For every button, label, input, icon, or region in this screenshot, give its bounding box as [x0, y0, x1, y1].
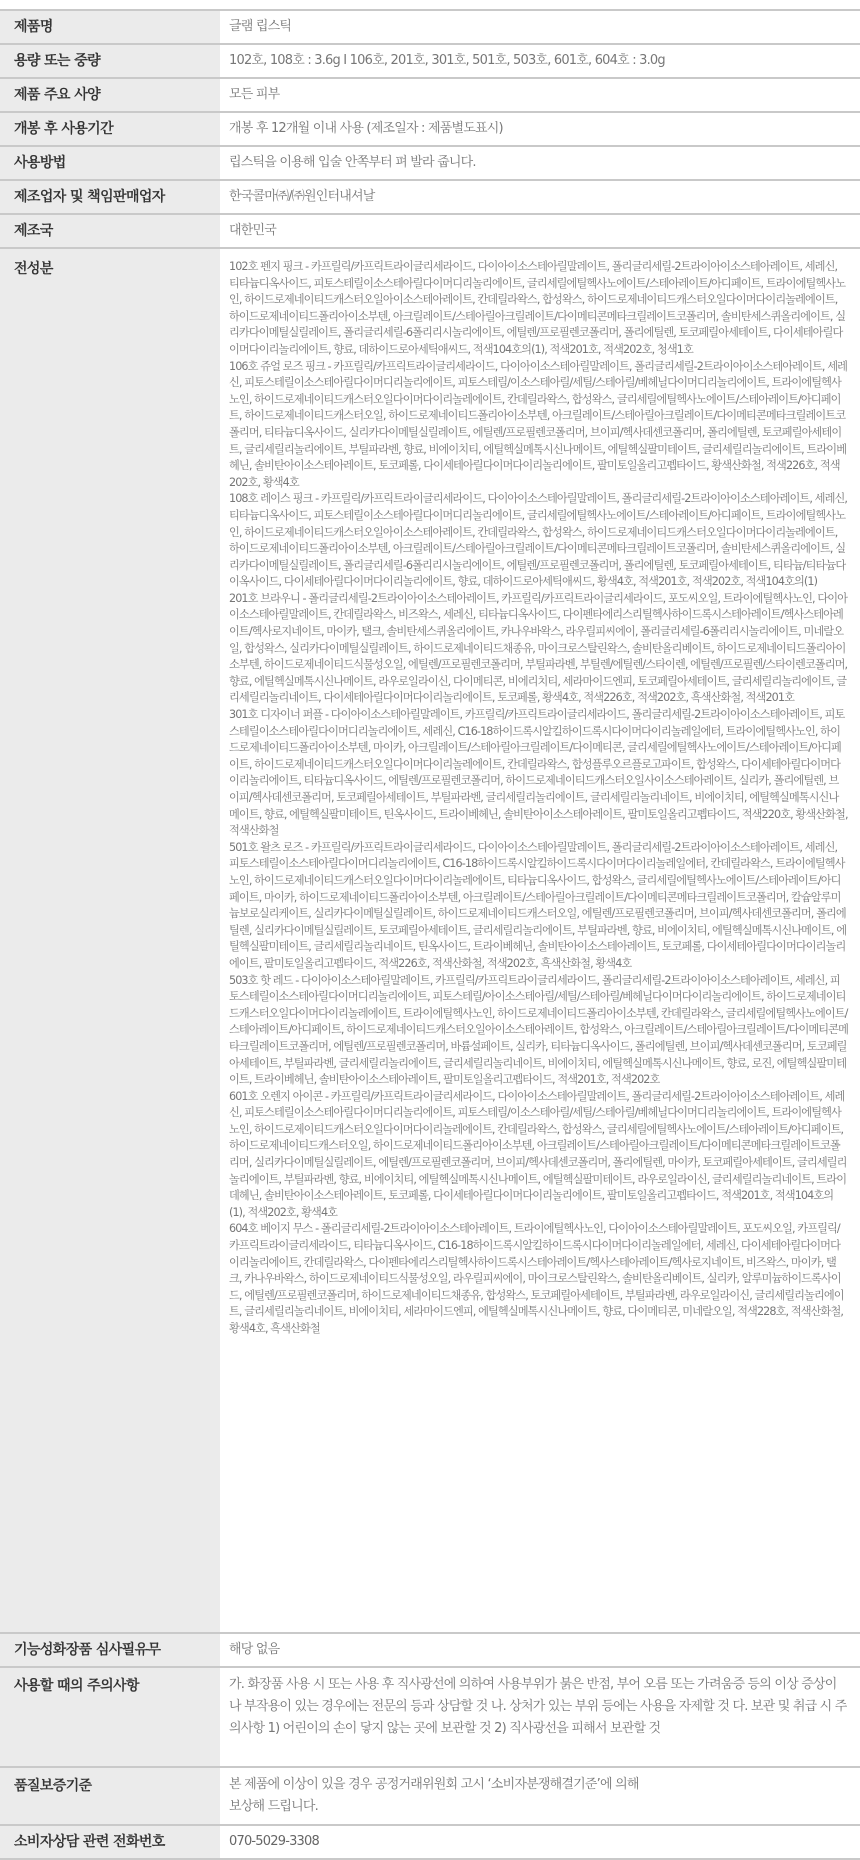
row-capacity: [0, 44, 860, 78]
value-precautions: 가. 화장품 사용 시 또는 사용 후 직사광선에 의하여 사용부위가 붉은 반점, 부어 오름 또는 가려움증 등의 이상 증상이나 부작용이 있는 경우에는 전문의 등과 상담할 것 나. 상처가 있는 부위 등에는 사용을 자제할 것 다. 보관 및 취급 시 주의사항 1) 어린이의 손이 닿지 않는 곳에 보관할 것 2) 직사광선을 피해서 보관할 것: [229, 1677, 847, 1736]
value-manufacturer: 한국콜마㈜/㈜원인터내셔날: [229, 189, 375, 204]
row-ingredients: [0, 248, 860, 1633]
row-usage-period: [0, 112, 860, 146]
label-product-name: 제품명: [0, 10, 220, 44]
value-capacity: 102호, 108호 : 3.6g I 106호, 201호, 301호, 501호, 503호, 601호, 604호 : 3.0g: [229, 53, 665, 68]
value-how-to-use: 립스틱을 이용해 입술 안쪽부터 펴 발라 줍니다.: [229, 155, 476, 170]
ingredients-shade-102: 102호 펜지 핑크 - 카프릴릭/카프릭트라이글리세라이드, 다이아이소스테아릴말레이트, 폴리글리세릴-2트라이아이소스테아레이트, 세레신, 티타늄디옥사이드, 피토스테릴이소스테아릴다이머디리놀리에이트, 글리세릴에틸헥사노에이트/스테아레이트/아디페이트, 트라이에틸헥사노인, 하이드로제네이티드캐스터오일아이소스테아레이트, 칸데릴라왁스, 합성왁스, 하이드로제네이티드캐스터오일다이머다이리놀레에이트, 하이드로제네이티드폴리아이소부텐, 아크릴레이트/스테아릴아크릴레이트/다이메티콘메타크릴레이트코폴리머, 솔비탄세스퀴올리에이트, 실리카다이메틸실릴레이트, 폴리글리세릴-6폴리리시놀리에이트, 에틸렌/프로필렌코폴리머, 폴리에틸렌, 토코페릴아세테이트, 다이세테아릴다이머다이리놀리에이트, 향료, 데하이드로아세틱애씨드, 적색104호의(1), 적색201호, 적색202호, 청색1호: [229, 260, 846, 356]
ingredients-shade-604: 604호 베이지 무스 - 폴리글리세릴-2트라이아이소스테아레이트, 트라이에틸헥사노인, 다이아이소스테아릴말레이트, 포도씨오일, 카프릴릭/카프릭트라이글리세라이드, 티타늄디옥사이드, C16-18하이드록시알킬하이드록시다이머다이리놀레일에터, 세레신, 다이세테아릴다이머다이리놀리에이트, 칸데릴라왁스, 다이펜타에리스리틸헥사하이드록시스테아레이트/헥사스테아레이트/헥사로지네이트, 비즈왁스, 마이카, 탤크, 카나우바왁스, 하이드로제네이티드식물성오일, 라우릴피씨에이, 마이크로스탈린왁스, 솔비탄올리베이트, 실리카, 알루미늄하이드록사이드, 에틸렌/프로필렌코폴리머, 하이드로제네이티드채종유, 합성왁스, 토코페릴아세테이트, 부틸파라벤, 라우로일라이신, 글리세릴리놀리에이트, 글리세릴리놀리네이트, 비에이치티, 세라마이드엔피, 에틸헥실메톡시신나메이트, 향료, 다이메티콘, 미네랄오일, 적색228호, 적색산화철, 황색4호, 흑색산화철: [229, 1222, 844, 1335]
value-main-spec: 모든 피부: [229, 87, 280, 102]
value-usage-period: 개봉 후 12개월 이내 사용 (제조일자 : 제품별도표시): [229, 121, 503, 136]
value-functional-review: 해당 없음: [229, 1642, 280, 1657]
ingredients-shade-601: 601호 오렌지 아이콘 - 카프릴릭/카프릭트라이글리세라이드, 다이아이소스테아릴말레이트, 폴리글리세릴-2트라이아이소스테아레이트, 세레신, 피토스테릴이소스테아릴다이머디리놀리에이트, 피토스테릴/이소스테아릴/세틸/스테아릴/베헤닐다이머디리놀리에이트, 트라이에틸헥사노인, 하이드로제이티드캐스터오일다이머다이리놀레에이트, 칸데릴라왁스, 합성왁스, 글리세릴에틸헥사노에이트/스테아레이트/아디페이트, 하이드로제네이티드캐스터오일, 하이드로제네이티드폴리아이소부텐, 아크릴레이트/스테아릴아크릴레이트/다이메티콘메타크릴레이트코폴리머, 실리카다이메틸실릴레이트, 에틸렌/프로필렌코폴리머, 브이피/헥사데센코폴리머, 폴리에틸렌, 마이카, 토코페릴아세테이트, 글리세릴리놀리에이트, 부틸파라벤, 향료, 비에이치티, 에틸헥실메톡시신나메이트, 에틸헥실팔미테이트, 라우로일라이신, 글리세릴리놀리네이트, 트라이데헤닌, 솔비탄아이소스테아레이트, 토코페롤, 다이세테아릴다이머다이리놀리에이트, 팔미토일올리고펩타이드, 적색201호, 적색104호의(1), 적색202호, 황색4호: [229, 1089, 847, 1219]
row-how-to-use: [0, 146, 860, 180]
label-customer-phone: 소비자상담 관련 전화번호: [0, 1825, 220, 1859]
value-country: 대한민국: [229, 223, 277, 238]
quality-guarantee-line-2: 보상해 드립니다.: [229, 1799, 318, 1814]
row-quality-guarantee: [0, 1767, 860, 1825]
label-how-to-use: 사용방법: [0, 146, 220, 180]
label-functional-review: 기능성화장품 심사필유무: [0, 1633, 220, 1667]
label-country: 제조국: [0, 214, 220, 248]
ingredients-shade-301: 301호 디자이너 퍼플 - 다이아이소스테아릴말레이트, 카프릴릭/카프릭트라이글리세라이드, 폴리글리세릴-2트라이아이소스테아레이트, 피토스테릴이소스테아릴다이머디리놀리에이트, 세레신, C16-18하이드록시알킬하이드록시다이머다이리놀레일에터, 트라이에틸헥사노인, 하이드로제네이티드폴리아이소부텐, 마이카, 아크릴레이트/스테아릴아크릴레이트/다이메티콘, 글리세릴에틸헥사노에이트/스테아레이트/아디페이트, 하이드로제네이티드캐스터오일다이머다이리놀레에이트, 칸데릴라왁스, 합성플루오르플로고파이트, 합성왁스, 다이세테아릴다이머다이리놀리에이트, 티타늄디옥사이드, 에틸렌/프로필렌코폴리머, 하이드로제네이티드캐스터오일사이소스테아레이트, 실리카, 폴리에틸렌, 브이피/헥사데센코폴리머, 토코페릴아세테이트, 부틸파라벤, 글리세릴리놀리에이트, 글리세릴리놀리네이트, 비에이치티, 에틸헥실메톡시신나메이트, 향료, 에틸헥실팔미테이트, 틴옥사이드, 트라이베헤닌, 솔비탄아이소스테아레이트, 팔미토일올리고펩타이드, 적색220호, 황색산화철, 적색산화철: [229, 708, 848, 838]
row-functional-review: [0, 1633, 860, 1667]
quality-guarantee-line-1: 본 제품에 이상이 있을 경우 공정거래위원회 고시 ‘소비자분쟁해결기준’에 의해: [229, 1777, 639, 1792]
label-usage-period: 개봉 후 사용기간: [0, 112, 220, 146]
label-ingredients: 전성분: [0, 248, 220, 1633]
label-main-spec: 제품 주요 사양: [0, 78, 220, 112]
value-ingredients: [220, 248, 860, 1633]
ingredients-shade-503: 503호 핫 레드 - 다이아이소스테아릴말레이트, 카프릴릭/카프릭트라이글리세라이드, 폴리글리세릴-2트라이아이소스테아레이트, 세레신, 피토스테릴이소스테아릴다이머디리놀리에이트, 피토스테릴/아이소스테아릴/세틸/스테아릴/베헤닐다이머다이리놀리에이트, 하이드로제네이티드캐스터오일다이머다이리놀레에이트, 트라이에틸헥사노인, 하이드로제네이티드폴리아이소부텐, 칸데릴라왁스, 글리세릴에틸헥사노에이트/스테아레이트/아디페이트, 하이드로제네이티드캐스터오일아이소스테아레이트, 합성왁스, 아크릴레이트/스테아릴아크릴레이트/다이메티콘메타크릴레이트코폴리머, 에틸렌/프로필렌코폴리머, 바륨설페이트, 실리카, 티타늄디옥사이드, 폴리에틸렌, 브이피/헥사데센코폴리머, 토코페릴아세테이트, 부틸파라벤, 글리세릴리놀리에이트, 글리세릴리놀리네이트, 비에이치티, 에틸헥실메톡시신나메이트, 향료, 로진, 에틸헥실팔미테이트, 트라이베헤닌, 솔비탄아이소스테아레이트, 팔미토일올리고펩타이드, 적색201호, 적색202호: [229, 973, 848, 1087]
ingredients-shade-108: 108호 레이스 핑크 - 카프릴릭/카프릭트라이글리세라이드, 다이아이소스테아릴말레이트, 폴리글리세릴-2트라이아이소스테아레이트, 세레신, 티타늄디옥사이드, 피토스테릴이소스테아릴다이머디리놀리에이트, 글리세릴에틸헥사노에이트/스테아레이트/아디페이트, 트라이에틸헥사노인, 하이드로제네이티드캐스터오일아이소스테아레이트, 칸데릴라왁스, 합성왁스, 하이드로제네이티드캐스터오일다이머다이리놀레에이트, 하이드로제네이티드폴리아이소부텐, 아크릴레이트/스테아릴아크릴레이트/다이메티콘메타크릴레이트코폴리머, 솔비탄세스퀴올리에이트, 실리카다이메틸실릴레이트, 폴리글리세릴-6폴리리시놀리에이트, 에틸렌/프로필렌코폴리머, 폴리에틸렌, 토코페릴아세테이트, 티타늄/티타늄다이옥사이드, 다이세테아릴다이머다이리놀리에이트, 향료, 데하이드로아세틱애씨드, 황색4호, 적색201호, 적색202호, 적색104호의(1): [229, 492, 848, 589]
value-customer-phone: 070-5029-3308: [229, 1834, 319, 1849]
row-product-name: [0, 10, 860, 44]
ingredients-shade-201: 201호 브라우니 - 폴리글리세릴-2트라이아이소스테아레이트, 카프릴릭/카프릭트라이글리세라이드, 포도씨오일, 트라이에틸헥사노인, 다이아이소스테아릴말레이트, 칸데릴라왁스, 비즈왁스, 세레신, 티타늄디옥사이드, 다이펜타에리스리틸헥사하이드록시스테아레이트/헥사스테아레이트/헥사로지네이트, 마이카, 탤크, 솔비탄세스퀴올리에이트, 카나우바왁스, 라우릴피씨에이, 폴리글리세릴-6폴리리시놀리에이트, 미네랄오일, 합성왁스, 실리카다이메틸실릴레이트, 하이드로제네이티드채종유, 마이크로스탈린왁스, 솔비탄올리베이트, 하이드로제네이티드폴리아이소부텐, 하이드로제네이티드식물성오일, 에틸렌/프로필렌코폴리머, 부틸파라벤, 부틸렌/에틸렌/스타이렌, 에틸렌/프로필렌/스타이렌코폴리머, 향료, 에틸헥실메톡시신나메이트, 라우로일라이신, 다이메티콘, 비에리치티, 세라마이드엔피, 토코페릴아세테이트, 글리세릴리놀리에이트, 글리세릴리놀리네이트, 다이세테아릴다이머다이리놀리에이트, 토코페롤, 황색4호, 적색226호, 적색202호, 흑색산화철, 적색201호: [229, 591, 848, 705]
row-precautions: [0, 1667, 860, 1767]
row-manufacturer: [0, 180, 860, 214]
ingredients-shade-106: 106호 쥬얼 로즈 핑크 - 카프릴릭/카프릭트라이글리세라이드, 다이아이소스테아릴말레이트, 폴리글리세릴-2트라이아이소스테아레이트, 세레신, 피토스테릴이소스테아릴다이머디리놀리에이트, 피토스테릴/이소스테아릴/세틸/스테아릴/베헤닐다이머디리놀리에이트, 트라이에틸헥사노인, 하이드로제네이티드캐스터오일다이머다이리놀레에이트, 칸데릴라왁스, 합성왁스, 글리세릴에틸헥사노에이트/스테아레이트/아디페이트, 하이드로제네이티드캐스터오일, 하이드로제네이티드폴리아이소부텐, 아크릴레이트/스테아릴아크릴레이트/다이메티콘메타크릴레이트코폴리머, 티타늄디옥사이드, 실리카다이메틸실릴레이트, 에틸렌/프로필렌코폴리머, 브이피/헥사데센코폴리머, 폴리에틸렌, 토코페릴아세테이트, 글리세릴리놀리에이트, 부틸파라벤, 향료, 비에이치티, 에틸헥실메톡시신나메이트, 에틸헥실팔미테이트, 글리세릴리놀리에이트, 트라이베헤닌, 솔비탄아이소스테아레이트, 토코페롤, 다이세테아릴다이머다이리놀리에이트, 팔미토일올리고펩타이드, 황색산화철, 적색226호, 적색202호, 황색4호: [229, 359, 848, 489]
product-info-table: [0, 9, 860, 1860]
label-quality-guarantee: 품질보증기준: [0, 1767, 220, 1825]
label-manufacturer: 제조업자 및 책임판매업자: [0, 180, 220, 214]
label-precautions: 사용할 때의 주의사항: [0, 1667, 220, 1767]
row-main-spec: [0, 78, 860, 112]
row-customer-phone: [0, 1825, 860, 1859]
value-product-name: 글램 립스틱: [229, 19, 292, 34]
ingredients-shade-501: 501호 왈츠 로즈 - 카프릴릭/카프릭트라이글리세라이드, 다이아이소스테아릴말레이트, 폴리글리세릴-2트라이아이소스테아레이트, 세레신, 피토스테릴이소스테아릴다이머디리놀리에이트, C16-18하이드록시알킬하이드록시다이머다이리놀레일에터, 칸데릴라왁스, 트라이에틸헥사노인, 하이드로제네이티드캐스터오일다이머다이리놀레에이트, 티타늄디옥사이드, 합성왁스, 글리세릴에틸헥사노에이트/스테아레이트/아디페이트, 마이카, 하이드로제네이티드폴리아이소부텐, 아크릴레이트/스테아릴아크릴레이트/다이메티콘메타크릴레이트코폴리머, 칼슘알루미늄보로실리케이트, 실리카다이메틸실릴레이트, 하이드로제네이티드캐스터오일, 에틸렌/프로필렌코폴리머, 브이피/헥사데센코폴리머, 폴리에틸렌, 실리카다이메틸실릴레이트, 토코페릴아세테이트, 글리세릴리놀리에이트, 부틸파라벤, 향료, 비에이치티, 에틸헥실메톡시신나메이트, 에틸헥실팔미테이트, 글리세릴리놀리네이트, 틴옥사이드, 트라이베헤닌, 솔비탄아이소스테아레이트, 토코페롤, 다이세테아릴다이머다이리놀리에이트, 팔미토일올리고펩타이드, 적색226호, 적색산화철, 적색202호, 흑색산화철, 황색4호: [229, 840, 847, 970]
row-country: [0, 214, 860, 248]
label-capacity: 용량 또는 중량: [0, 44, 220, 78]
value-quality-guarantee: [220, 1767, 860, 1825]
